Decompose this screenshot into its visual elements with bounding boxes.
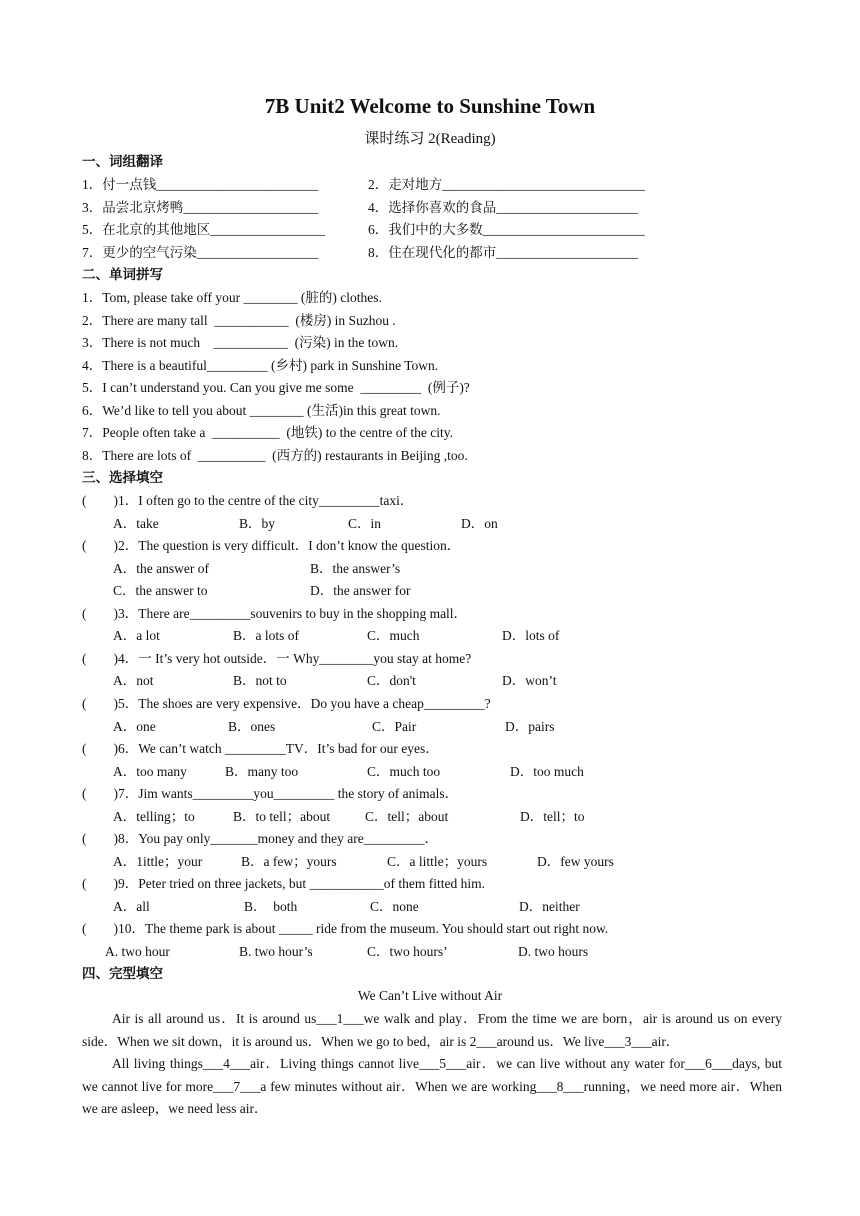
mc-option: C．tell；about (365, 809, 449, 824)
page-subtitle: 课时练习 2(Reading) (364, 131, 496, 147)
section-heading-word-spelling: 二、单词拼写 (82, 267, 163, 283)
mc-option: B．by (239, 516, 276, 531)
mc-option: A．all (113, 899, 150, 914)
phrase-item: 6．我们中的大多数________________________ (368, 222, 645, 237)
mc-question: ( )7．Jim wants_________you_________ the story of animals． (82, 786, 459, 801)
phrase-item: 2．走对地方______________________________ (368, 177, 645, 192)
mc-option: B. two hour’s (239, 944, 313, 959)
mc-option: D．lots of (502, 628, 560, 643)
mc-question: ( )4．一 It’s very hot outside．一 Why________you stay at home? (82, 651, 472, 666)
mc-option: A．not (113, 673, 154, 688)
mc-option: B．the answer’s (310, 561, 401, 576)
mc-option: A．too many (113, 764, 187, 779)
mc-question: ( )6．We can’t watch _________TV．It’s bad for our eyes． (82, 741, 439, 756)
phrase-item: 5．在北京的其他地区_________________ (82, 222, 325, 237)
mc-option: D．few yours (537, 854, 614, 869)
mc-option: A．the answer of (113, 561, 209, 576)
spelling-item: 6．We’d like to tell you about ________ (生活)in this great town. (82, 403, 441, 418)
phrase-item: 1．付一点钱________________________ (82, 177, 319, 192)
mc-option: D．tell；to (520, 809, 585, 824)
page-title: 7B Unit2 Welcome to Sunshine Town (264, 94, 596, 118)
section-heading-multiple-choice: 三、选择填空 (82, 470, 163, 486)
mc-option: B．many too (225, 764, 299, 779)
mc-question: ( )9．Peter tried on three jackets, but ___________of them fitted him. (82, 876, 486, 891)
spelling-item: 5．I can’t understand you. Can you give me some _________ (例子)? (82, 380, 470, 395)
mc-option: D．neither (519, 899, 580, 914)
mc-option: C．the answer to (113, 583, 208, 598)
mc-option: D．on (461, 516, 498, 531)
mc-option: D．pairs (505, 719, 555, 734)
mc-option: C．much (367, 628, 420, 643)
mc-option: B．not to (233, 673, 287, 688)
mc-option: C．in (348, 516, 382, 531)
phrase-item: 4．选择你喜欢的食品_____________________ (368, 200, 638, 215)
mc-option: D．too much (510, 764, 584, 779)
mc-option: A. two hour (105, 944, 170, 959)
spelling-item: 3．There is not much ___________ (污染) in the town. (82, 335, 399, 350)
mc-option: D．won’t (502, 673, 557, 688)
cloze-paragraph: All living things___4___air．Living things cannot live___5___air．we can live without any water for___6___days, but we cannot live for more___7___a few minutes without air．When we are working___8___running，we need more air．When we are asleep，we need less air． (82, 1056, 782, 1116)
mc-option: A．a lot (113, 628, 160, 643)
spelling-item: 2．There are many tall ___________ (楼房) in Suzhou . (82, 313, 396, 328)
spelling-item: 1．Tom, please take off your ________ (脏的) clothes. (82, 290, 382, 305)
mc-option: C．two hours’ (367, 944, 448, 959)
mc-option: D. two hours (518, 944, 589, 959)
phrase-item: 8．住在现代化的都市_____________________ (368, 245, 638, 260)
mc-option: B． both (244, 899, 298, 914)
spelling-item: 7．People often take a __________ (地铁) to the centre of the city. (82, 425, 454, 440)
mc-question: ( )5．The shoes are very expensive．Do you have a cheap_________? (82, 696, 491, 711)
mc-option: C．much too (367, 764, 441, 779)
cloze-passage-title: We Can’t Live without Air (357, 988, 503, 1003)
mc-option: B．a few；yours (241, 854, 337, 869)
mc-option: B．a lots of (233, 628, 299, 643)
mc-option: B．to tell；about (233, 809, 331, 824)
section-heading-phrase-translation: 一、词组翻译 (82, 154, 163, 170)
phrase-item: 3．品尝北京烤鸭____________________ (82, 200, 319, 215)
mc-option: A．telling；to (113, 809, 195, 824)
mc-question: ( )10．The theme park is about _____ ride from the museum. You should start out right now. (82, 921, 609, 936)
spelling-item: 4．There is a beautiful_________ (乡村) park in Sunshine Town. (82, 358, 439, 373)
mc-option: A．take (113, 516, 159, 531)
mc-option: D．the answer for (310, 583, 411, 598)
spelling-item: 8．There are lots of __________ (西方的) restaurants in Beijing ,too. (82, 448, 468, 463)
mc-option: B．ones (228, 719, 276, 734)
mc-option: C．none (370, 899, 419, 914)
phrase-item: 7．更少的空气污染__________________ (82, 245, 319, 260)
mc-option: C．don't (367, 673, 416, 688)
cloze-paragraph: Air is all around us．It is around us___1___we walk and play．From the time we are born，air is around us on every side．When we sit down，it is around us．When we go to bed，air is 2___around us．We live___3___air． (82, 1011, 782, 1049)
mc-question: ( )3．There are_________souvenirs to buy in the shopping mall． (82, 606, 468, 621)
mc-option: A．one (113, 719, 156, 734)
mc-question: ( )1．I often go to the centre of the city_________taxi． (82, 493, 414, 508)
mc-option: A．1ittle；your (113, 854, 203, 869)
mc-question: ( )8．You pay only_______money and they are_________． (82, 831, 438, 846)
mc-question: ( )2．The question is very difficult．I don’t know the question． (82, 538, 461, 553)
mc-option: C．a little；yours (387, 854, 488, 869)
section-heading-cloze: 四、完型填空 (82, 966, 163, 982)
mc-option: C．Pair (372, 719, 417, 734)
